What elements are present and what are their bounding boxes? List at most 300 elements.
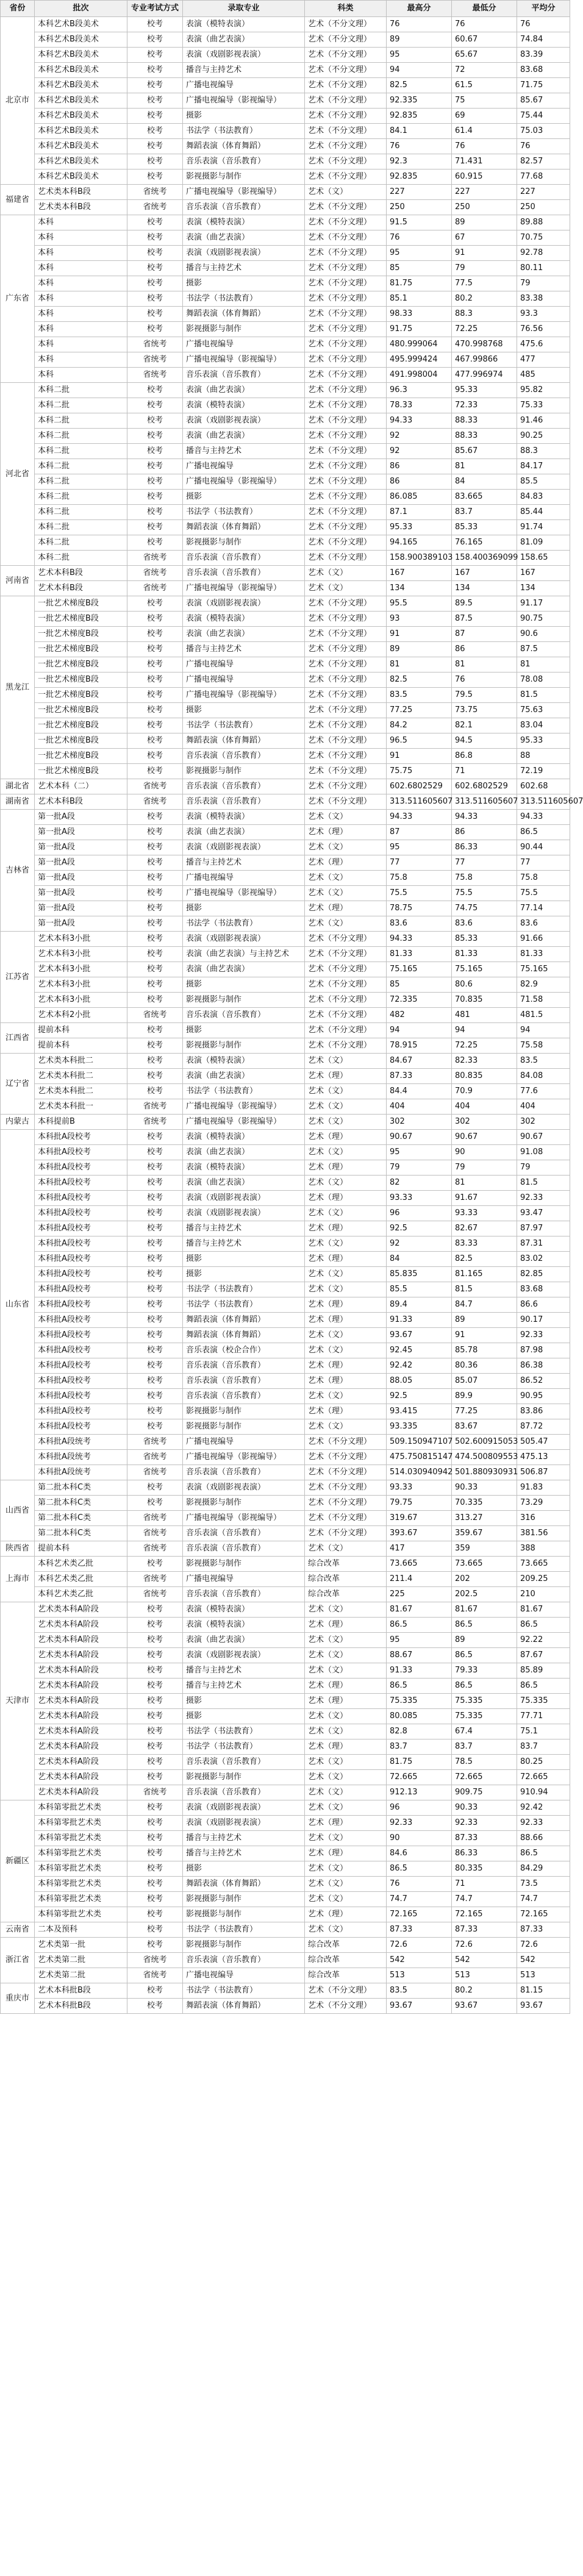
batch-cell: 艺术类本科B段 (35, 200, 127, 215)
table-row (1, 154, 570, 169)
exam-mode-cell: 省统考 (127, 1968, 183, 1983)
major-cell: 书法学（书法教育） (183, 916, 305, 932)
major-cell: 音乐表演（音乐教育） (183, 1541, 305, 1557)
exam-mode-cell: 省统考 (127, 1435, 183, 1450)
max-score-cell: 95.33 (387, 520, 452, 535)
avg-score-cell: 75.58 (517, 1038, 570, 1054)
min-score-cell: 94.33 (452, 810, 517, 825)
category-cell: 艺术（不分文理） (305, 93, 387, 109)
avg-score-cell: 83.68 (517, 1282, 570, 1297)
min-score-cell: 83.7 (452, 1739, 517, 1755)
max-score-cell: 91.75 (387, 322, 452, 337)
category-cell: 艺术（文） (305, 1648, 387, 1663)
max-score-cell: 92.42 (387, 1358, 452, 1374)
category-cell: 艺术（不分文理） (305, 261, 387, 276)
category-cell: 艺术（不分文理） (305, 368, 387, 383)
min-score-cell: 81 (452, 459, 517, 474)
batch-cell: 本科批A段校考 (35, 1389, 127, 1404)
batch-cell: 本科艺术B段美术 (35, 109, 127, 124)
table-row (1, 230, 570, 246)
min-score-cell: 91 (452, 246, 517, 261)
avg-score-cell: 81.15 (517, 1983, 570, 1999)
exam-mode-cell: 校考 (127, 1206, 183, 1221)
major-cell: 摄影 (183, 1709, 305, 1724)
category-cell: 艺术（不分文理） (305, 749, 387, 764)
exam-mode-cell: 校考 (127, 1633, 183, 1648)
min-score-cell: 70.835 (452, 993, 517, 1008)
max-score-cell: 93.33 (387, 1191, 452, 1206)
exam-mode-cell: 校考 (127, 733, 183, 749)
category-cell: 艺术（不分文理） (305, 230, 387, 246)
table-row (1, 48, 570, 63)
table-row (1, 1633, 570, 1648)
max-score-cell: 82.8 (387, 1724, 452, 1739)
category-cell: 艺术（文） (305, 1145, 387, 1160)
table-row (1, 1739, 570, 1755)
max-score-cell: 94 (387, 1023, 452, 1038)
table-row (1, 962, 570, 977)
max-score-cell: 86.5 (387, 1679, 452, 1694)
exam-mode-cell: 校考 (127, 947, 183, 962)
avg-score-cell: 92.33 (517, 1816, 570, 1831)
avg-score-cell: 74.84 (517, 32, 570, 48)
exam-mode-cell: 校考 (127, 1343, 183, 1358)
exam-mode-cell: 校考 (127, 1038, 183, 1054)
table-row (1, 855, 570, 871)
table-row (1, 1252, 570, 1267)
avg-score-cell: 87.33 (517, 1922, 570, 1938)
batch-cell: 一批艺术梯度B段 (35, 612, 127, 627)
exam-mode-cell: 校考 (127, 688, 183, 703)
avg-score-cell: 71.58 (517, 993, 570, 1008)
batch-cell: 艺术本科B段 (35, 566, 127, 581)
category-cell: 综合改革 (305, 1587, 387, 1602)
avg-score-cell: 481.5 (517, 1008, 570, 1023)
batch-cell: 本科第零批艺术类 (35, 1907, 127, 1922)
major-cell: 摄影 (183, 977, 305, 993)
major-cell: 播音与主持艺术 (183, 1846, 305, 1861)
category-cell: 艺术（不分文理） (305, 993, 387, 1008)
exam-mode-cell: 校考 (127, 612, 183, 627)
table-row (1, 673, 570, 688)
category-cell: 艺术（不分文理） (305, 673, 387, 688)
avg-score-cell: 75.44 (517, 109, 570, 124)
max-score-cell: 78.75 (387, 901, 452, 916)
exam-mode-cell: 省统考 (127, 581, 183, 596)
exam-mode-cell: 省统考 (127, 1541, 183, 1557)
max-score-cell: 98.33 (387, 307, 452, 322)
exam-mode-cell: 校考 (127, 1618, 183, 1633)
major-cell: 表演（戏剧影视表演） (183, 932, 305, 947)
major-cell: 表演（模特表演） (183, 1054, 305, 1069)
batch-cell: 本科二批 (35, 535, 127, 551)
avg-score-cell: 158.65 (517, 551, 570, 566)
max-score-cell: 95 (387, 1633, 452, 1648)
major-cell: 摄影 (183, 490, 305, 505)
avg-score-cell: 94.33 (517, 810, 570, 825)
exam-mode-cell: 校考 (127, 1648, 183, 1663)
avg-score-cell: 513 (517, 1968, 570, 1983)
exam-mode-cell: 校考 (127, 1983, 183, 1999)
batch-cell: 本科二批 (35, 413, 127, 429)
batch-cell: 本科 (35, 246, 127, 261)
exam-mode-cell: 校考 (127, 1374, 183, 1389)
category-cell: 艺术（文） (305, 871, 387, 886)
batch-cell: 本科 (35, 276, 127, 291)
major-cell: 舞蹈表演（体育舞蹈） (183, 1328, 305, 1343)
major-cell: 影视摄影与制作 (183, 1907, 305, 1922)
max-score-cell: 72.6 (387, 1938, 452, 1953)
max-score-cell: 475.750815147 (387, 1450, 452, 1465)
table-row (1, 779, 570, 794)
table-row (1, 947, 570, 962)
exam-mode-cell: 校考 (127, 1800, 183, 1816)
category-cell: 艺术（文） (305, 1785, 387, 1800)
min-score-cell: 86.33 (452, 840, 517, 855)
avg-score-cell: 316 (517, 1511, 570, 1526)
major-cell: 音乐表演（音乐教育） (183, 566, 305, 581)
min-score-cell: 75.335 (452, 1709, 517, 1724)
max-score-cell: 79.75 (387, 1496, 452, 1511)
min-score-cell: 77.5 (452, 276, 517, 291)
avg-score-cell: 95.33 (517, 733, 570, 749)
major-cell: 表演（戏剧影视表演） (183, 246, 305, 261)
category-cell: 艺术（不分文理） (305, 657, 387, 673)
min-score-cell: 86.5 (452, 1618, 517, 1633)
category-cell: 艺术（理） (305, 1191, 387, 1206)
batch-cell: 本科 (35, 261, 127, 276)
min-score-cell: 81.33 (452, 947, 517, 962)
table-row (1, 627, 570, 642)
batch-cell: 第一批A段 (35, 825, 127, 840)
max-score-cell: 495.999424 (387, 352, 452, 368)
category-cell: 艺术（文） (305, 1770, 387, 1785)
batch-cell: 一批艺术梯度B段 (35, 642, 127, 657)
category-cell: 艺术（不分文理） (305, 1435, 387, 1450)
exam-mode-cell: 校考 (127, 1557, 183, 1572)
category-cell: 艺术（文） (305, 1389, 387, 1404)
exam-mode-cell: 校考 (127, 703, 183, 718)
batch-cell: 艺术类本科A阶段 (35, 1785, 127, 1800)
province-cell: 湖北省 (1, 779, 35, 794)
table-row (1, 1541, 570, 1557)
avg-score-cell: 95.82 (517, 383, 570, 398)
batch-cell: 本科批A段校考 (35, 1160, 127, 1176)
batch-cell: 本科第零批艺术类 (35, 1816, 127, 1831)
table-row (1, 413, 570, 429)
min-score-cell: 78.5 (452, 1755, 517, 1770)
exam-mode-cell: 校考 (127, 246, 183, 261)
avg-score-cell: 302 (517, 1115, 570, 1130)
table-row (1, 932, 570, 947)
category-cell: 艺术（文） (305, 1877, 387, 1892)
exam-mode-cell: 校考 (127, 459, 183, 474)
exam-mode-cell: 校考 (127, 1709, 183, 1724)
category-cell: 综合改革 (305, 1938, 387, 1953)
exam-mode-cell: 省统考 (127, 551, 183, 566)
table-row (1, 444, 570, 459)
table-row (1, 1236, 570, 1252)
max-score-cell: 79 (387, 1160, 452, 1176)
major-cell: 影视摄影与制作 (183, 1892, 305, 1907)
table-row (1, 139, 570, 154)
exam-mode-cell: 省统考 (127, 1587, 183, 1602)
category-cell: 艺术（文） (305, 916, 387, 932)
max-score-cell: 542 (387, 1953, 452, 1968)
exam-mode-cell: 省统考 (127, 1115, 183, 1130)
batch-cell: 本科二批 (35, 490, 127, 505)
batch-cell: 本科二批 (35, 474, 127, 490)
avg-score-cell: 88.66 (517, 1831, 570, 1846)
province-cell: 江苏省 (1, 932, 35, 1023)
major-cell: 书法学（书法教育） (183, 1084, 305, 1099)
major-cell: 影视摄影与制作 (183, 764, 305, 779)
category-cell: 艺术（不分文理） (305, 307, 387, 322)
category-cell: 艺术（不分文理） (305, 200, 387, 215)
category-cell: 艺术（文） (305, 810, 387, 825)
max-score-cell: 90 (387, 1831, 452, 1846)
table-row (1, 1648, 570, 1663)
exam-mode-cell: 省统考 (127, 337, 183, 352)
exam-mode-cell: 校考 (127, 1877, 183, 1892)
category-cell: 艺术（不分文理） (305, 962, 387, 977)
category-cell: 艺术（不分文理） (305, 1038, 387, 1054)
exam-mode-cell: 校考 (127, 169, 183, 185)
major-cell: 书法学（书法教育） (183, 1922, 305, 1938)
exam-mode-cell: 校考 (127, 1221, 183, 1236)
avg-score-cell: 505.47 (517, 1435, 570, 1450)
max-score-cell: 81 (387, 657, 452, 673)
table-row (1, 246, 570, 261)
max-score-cell: 92 (387, 444, 452, 459)
batch-cell: 本科艺术B段美术 (35, 154, 127, 169)
table-row (1, 1572, 570, 1587)
max-score-cell: 92.3 (387, 154, 452, 169)
avg-score-cell: 475.13 (517, 1450, 570, 1465)
exam-mode-cell: 省统考 (127, 1526, 183, 1541)
avg-score-cell: 93.47 (517, 1206, 570, 1221)
exam-mode-cell: 校考 (127, 490, 183, 505)
avg-score-cell: 82.9 (517, 977, 570, 993)
exam-mode-cell: 省统考 (127, 1785, 183, 1800)
batch-cell: 第一批A段 (35, 871, 127, 886)
batch-cell: 第一批A段 (35, 855, 127, 871)
min-score-cell: 602.6802529 (452, 779, 517, 794)
min-score-cell: 501.880930931 (452, 1465, 517, 1480)
min-score-cell: 134 (452, 581, 517, 596)
max-score-cell: 86.085 (387, 490, 452, 505)
exam-mode-cell: 校考 (127, 1252, 183, 1267)
major-cell: 表演（戏剧影视表演） (183, 1816, 305, 1831)
max-score-cell: 91 (387, 627, 452, 642)
avg-score-cell: 209.25 (517, 1572, 570, 1587)
table-body (1, 17, 583, 2014)
min-score-cell: 60.915 (452, 169, 517, 185)
min-score-cell: 77 (452, 855, 517, 871)
max-score-cell: 76 (387, 230, 452, 246)
min-score-cell: 94.5 (452, 733, 517, 749)
category-cell: 艺术（不分文理） (305, 1526, 387, 1541)
batch-cell: 本科批A段校考 (35, 1404, 127, 1419)
max-score-cell: 85.5 (387, 1282, 452, 1297)
category-cell: 艺术（文） (305, 1892, 387, 1907)
batch-cell: 本科二批 (35, 383, 127, 398)
avg-score-cell: 90.25 (517, 429, 570, 444)
major-cell: 舞蹈表演（体育舞蹈） (183, 1313, 305, 1328)
avg-score-cell: 77.68 (517, 169, 570, 185)
max-score-cell: 96 (387, 1800, 452, 1816)
major-cell: 播音与主持艺术 (183, 1679, 305, 1694)
batch-cell: 艺术类本科A阶段 (35, 1618, 127, 1633)
major-cell: 广播电视编导（影视编导） (183, 1099, 305, 1115)
category-cell: 艺术（理） (305, 1313, 387, 1328)
major-cell: 表演（曲艺表演） (183, 230, 305, 246)
category-cell: 艺术（不分文理） (305, 276, 387, 291)
major-cell: 书法学（书法教育） (183, 718, 305, 733)
avg-score-cell: 77.71 (517, 1709, 570, 1724)
exam-mode-cell: 校考 (127, 413, 183, 429)
category-cell: 艺术（不分文理） (305, 444, 387, 459)
batch-cell: 第一批A段 (35, 916, 127, 932)
table-row (1, 1511, 570, 1526)
min-score-cell: 71 (452, 764, 517, 779)
min-score-cell: 83.6 (452, 916, 517, 932)
min-score-cell: 82.33 (452, 1054, 517, 1069)
category-cell: 艺术（不分文理） (305, 947, 387, 962)
max-score-cell: 85.1 (387, 291, 452, 307)
province-cell: 福建省 (1, 185, 35, 215)
major-cell: 影视摄影与制作 (183, 993, 305, 1008)
major-cell: 音乐表演（音乐教育） (183, 200, 305, 215)
category-cell: 艺术（文） (305, 1054, 387, 1069)
batch-cell: 本科二批 (35, 505, 127, 520)
major-cell: 广播电视编导（影视编导） (183, 93, 305, 109)
category-cell: 艺术（文） (305, 1861, 387, 1877)
max-score-cell: 84.67 (387, 1054, 452, 1069)
exam-mode-cell: 省统考 (127, 779, 183, 794)
avg-score-cell: 75.8 (517, 871, 570, 886)
max-score-cell: 158.900389103 (387, 551, 452, 566)
max-score-cell: 87.33 (387, 1069, 452, 1084)
max-score-cell: 81.75 (387, 1755, 452, 1770)
header-major: 录取专业 (183, 1, 305, 17)
max-score-cell: 73.665 (387, 1557, 452, 1572)
table-row (1, 1557, 570, 1572)
category-cell: 艺术（文） (305, 1343, 387, 1358)
avg-score-cell: 86.5 (517, 825, 570, 840)
max-score-cell: 75.335 (387, 1694, 452, 1709)
major-cell: 舞蹈表演（体育舞蹈） (183, 1999, 305, 2014)
category-cell: 艺术（文） (305, 1099, 387, 1115)
batch-cell: 本科批A段校考 (35, 1236, 127, 1252)
table-row (1, 886, 570, 901)
avg-score-cell: 90.6 (517, 627, 570, 642)
major-cell: 广播电视编导 (183, 657, 305, 673)
exam-mode-cell: 校考 (127, 93, 183, 109)
exam-mode-cell: 校考 (127, 535, 183, 551)
max-score-cell: 491.998004 (387, 368, 452, 383)
exam-mode-cell: 校考 (127, 993, 183, 1008)
max-score-cell: 89 (387, 32, 452, 48)
table-row (1, 1206, 570, 1221)
avg-score-cell: 79 (517, 1160, 570, 1176)
major-cell: 摄影 (183, 1694, 305, 1709)
table-row (1, 566, 570, 581)
batch-cell: 艺术类第一批 (35, 1938, 127, 1953)
exam-mode-cell: 校考 (127, 1694, 183, 1709)
avg-score-cell: 81.33 (517, 947, 570, 962)
exam-mode-cell: 校考 (127, 764, 183, 779)
min-score-cell: 359 (452, 1541, 517, 1557)
major-cell: 摄影 (183, 276, 305, 291)
batch-cell: 艺术类本科B段 (35, 185, 127, 200)
min-score-cell: 86 (452, 642, 517, 657)
table-row (1, 1922, 570, 1938)
major-cell: 摄影 (183, 703, 305, 718)
category-cell: 艺术（理） (305, 1816, 387, 1831)
avg-score-cell: 910.94 (517, 1785, 570, 1800)
category-cell: 艺术（不分文理） (305, 398, 387, 413)
category-cell: 艺术（文） (305, 1831, 387, 1846)
max-score-cell: 92.835 (387, 169, 452, 185)
batch-cell: 本科艺术类乙批 (35, 1587, 127, 1602)
major-cell: 表演（曲艺表演） (183, 1069, 305, 1084)
batch-cell: 本科批A段校考 (35, 1221, 127, 1236)
major-cell: 播音与主持艺术 (183, 444, 305, 459)
exam-mode-cell: 校考 (127, 32, 183, 48)
avg-score-cell: 90.75 (517, 612, 570, 627)
table-row (1, 1115, 570, 1130)
avg-score-cell: 91.83 (517, 1480, 570, 1496)
table-row (1, 1084, 570, 1099)
min-score-cell: 359.67 (452, 1526, 517, 1541)
min-score-cell: 404 (452, 1099, 517, 1115)
category-cell: 综合改革 (305, 1572, 387, 1587)
min-score-cell: 502.600915053 (452, 1435, 517, 1450)
exam-mode-cell: 省统考 (127, 1953, 183, 1968)
province-cell: 北京市 (1, 17, 35, 185)
batch-cell: 艺术本科批B段 (35, 1999, 127, 2014)
max-score-cell: 92.45 (387, 1343, 452, 1358)
batch-cell: 本科艺术B段美术 (35, 78, 127, 93)
min-score-cell: 481 (452, 1008, 517, 1023)
avg-score-cell: 81.5 (517, 688, 570, 703)
major-cell: 表演（戏剧影视表演） (183, 840, 305, 855)
category-cell: 艺术（不分文理） (305, 1023, 387, 1038)
batch-cell: 一批艺术梯度B段 (35, 733, 127, 749)
exam-mode-cell: 校考 (127, 1816, 183, 1831)
table-row (1, 1054, 570, 1069)
exam-mode-cell: 校考 (127, 1496, 183, 1511)
min-score-cell: 513 (452, 1968, 517, 1983)
category-cell: 艺术（理） (305, 1694, 387, 1709)
avg-score-cell: 83.39 (517, 48, 570, 63)
table-row (1, 93, 570, 109)
max-score-cell: 86.5 (387, 1618, 452, 1633)
max-score-cell: 134 (387, 581, 452, 596)
province-cell: 浙江省 (1, 1938, 35, 1983)
table-row (1, 810, 570, 825)
max-score-cell: 84.1 (387, 124, 452, 139)
min-score-cell: 74.75 (452, 901, 517, 916)
exam-mode-cell: 校考 (127, 154, 183, 169)
min-score-cell: 81 (452, 1176, 517, 1191)
avg-score-cell: 88 (517, 749, 570, 764)
max-score-cell: 72.335 (387, 993, 452, 1008)
major-cell: 表演（戏剧影视表演） (183, 1191, 305, 1206)
max-score-cell: 93 (387, 612, 452, 627)
table-row (1, 109, 570, 124)
